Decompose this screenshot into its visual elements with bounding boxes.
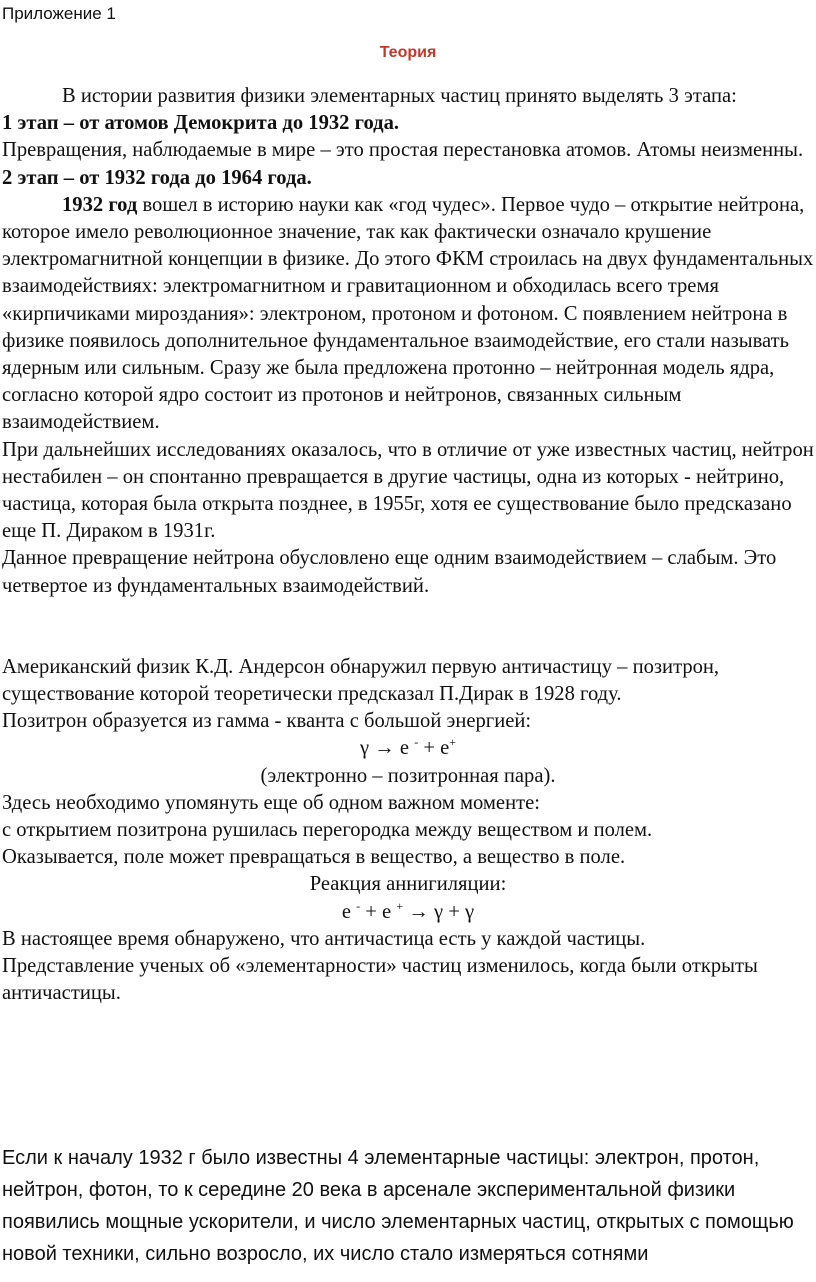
intro-paragraph: В истории развития физики элементарных частиц принято выделять 3 этапа: [62,85,737,107]
bold-lead: 1932 год [62,193,138,216]
annihilation-equation: e - + e + → γ + γ [341,898,475,923]
positron-paragraph-1: Американский физик К.Д. Андерсон обнаружил первую античастицу – позитрон, существование которой теоретически предсказал П.Дирак в 1928 году. [2,655,720,706]
appendix-label: Приложение 1 [2,4,116,23]
positron-paragraph-7: Представление ученых об «элементарности» частиц изменилось, когда были открыты античастицы. [2,955,758,1005]
page-title: Теория [379,44,437,61]
pair-production-equation: γ → e - + e+ [359,735,457,760]
footer-paragraph: Если к началу 1932 г было известны 4 элементарные частицы: электрон, протон, нейтрон, фотон, то к середине 20 века в арсенале экспериментальной физики появились мощные ускорители, и число элементарных частиц, открытых с помощью новой техники, сильно возросло, их число стало измеряться сотнями [2,1147,794,1265]
positron-paragraph-5: Оказывается, поле может превращаться в вещество, а вещество в поле. [2,846,626,869]
stage2-paragraph-2: При дальнейших исследованиях оказалось, что в отличие от уже известных частиц, нейтрон нестабилен – он спонтанно превращается в другие частицы, одна из которых - нейтрино, частица, которая была открыта позднее, в 1955г, хотя ее существование было предсказано еще П. Дираком в 1931г. [2,438,814,543]
positron-paragraph-4: с открытием позитрона рушилась перегородка между веществом и полем. [2,819,653,842]
positron-paragraph-6: В настоящее время обнаружено, что античастица есть у каждой частицы. [2,927,646,950]
pair-caption: (электронно – позитронная пара). [260,764,556,787]
positron-paragraph-2: Позитрон образуется из гамма - кванта с большой энергией: [2,710,532,733]
document-body [2,83,814,1008]
stage2-heading: 2 этап – от 1932 года до 1964 года. [2,166,312,189]
annihilation-title: Реакция аннигиляции: [309,873,507,896]
positron-paragraph-3: Здесь необходимо упомянуть еще об одном важном моменте: [2,791,540,814]
stage1-text: Превращения, наблюдаемые в мире – это простая перестановка атомов. Атомы неизменны. [2,139,804,162]
stage2-paragraph-1: 1932 год вошел в историю науки как «год чудес». Первое чудо – открытие нейтрона, которое имело революционное значение, так как фактически означало крушение электромагнитной концепции в физике. До этого ФКМ строилась на двух фундаментальных взаимодействиях: электромагнитном и гравитационном и обходилась всего тремя «кирпичиками мироздания»: электроном, протоном и фотоном. С появлением нейтрона в физике появилось дополнительное фундаментальное взаимодействие, его стали называть ядерным или сильным. Сразу же была предложена протонно – нейтронная модель ядра, согласно которой ядро состоит из протонов и нейтронов, связанных сильным взаимодействием. [2,193,814,434]
stage1-heading: 1 этап – от атомов Демокрита до 1932 года. [2,112,400,135]
stage2-paragraph-3: Данное превращение нейтрона обусловлено еще одним взаимодействием – слабым. Это четвертое из фундаментальных взаимодействий. [2,547,777,597]
